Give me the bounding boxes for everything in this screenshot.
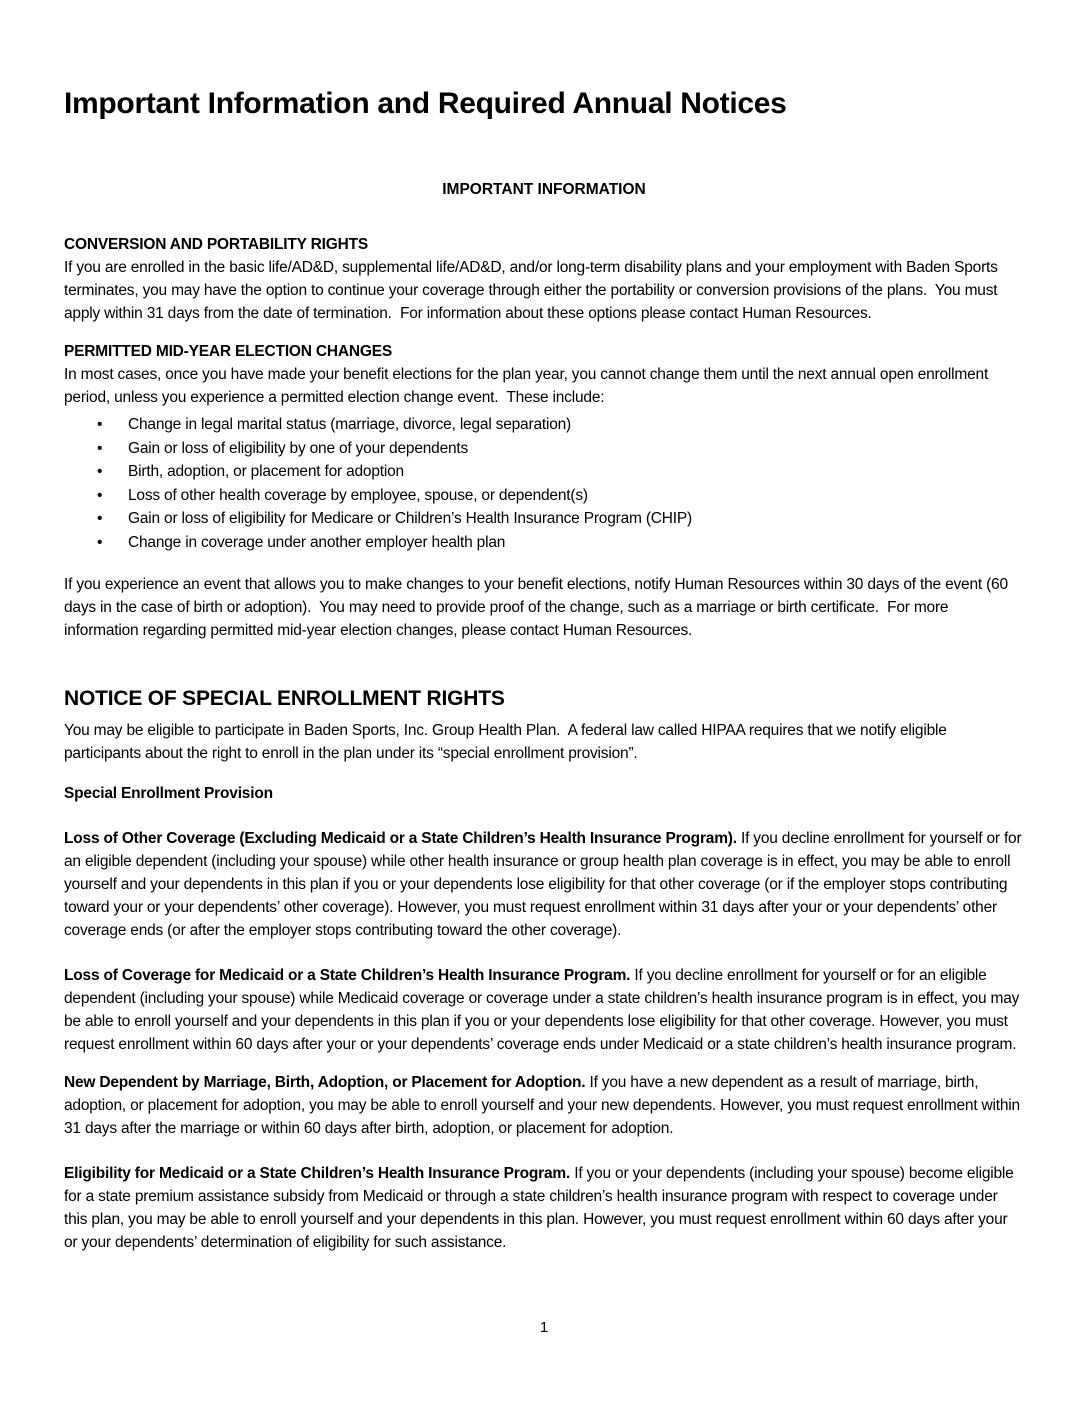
midyear-heading: PERMITTED MID-YEAR ELECTION CHANGES (64, 343, 392, 360)
list-item: • Gain or loss of eligibility by one of your dependents (64, 437, 1024, 461)
midyear-intro: In most cases, once you have made your benefit elections for the plan year, you cannot change them until the next annual open enrollment period, unless you experience a permitted election change event. These include: (64, 366, 993, 406)
list-item: • Gain or loss of eligibility for Medicare or Children’s Health Insurance Program (CHIP) (64, 507, 1024, 531)
provision-lead: Eligibility for Medicaid or a State Children’s Health Insurance Program. (64, 1165, 571, 1182)
list-item: • Change in legal marital status (marriage, divorce, legal separation) (64, 413, 1024, 437)
special-enrollment-intro: You may be eligible to participate in Baden Sports, Inc. Group Health Plan. A federal law called HIPAA requires that we notify eligible participants about the right to enroll in the plan under its “special enrollment provision”. (64, 722, 951, 762)
provision-body: If you or your dependents (including your spouse) become eligible for a state premium assistance subsidy from Medicaid or through a state children’s health insurance program with respect to coverage under this plan, you may be able to enroll yourself and your dependents in this plan. However, you must request enrollment within 60 days after your or your dependents’ determination of eligibility for such assistance. (64, 1165, 1018, 1251)
midyear-closing: If you experience an event that allows you to make changes to your benefit elections, notify Human Resources within 30 days of the event (60 days in the case of birth or adoption). You may need to provide proof of the change, such as a marriage or birth certificate. For more information regarding permitted mid-year election changes, please contact Human Resources. (64, 576, 1013, 639)
important-information-header: IMPORTANT INFORMATION (442, 181, 646, 198)
list-item: • Change in coverage under another employer health plan (64, 531, 1024, 555)
provision-body: If you have a new dependent as a result of marriage, birth, adoption, or placement for adoption, you may be able to enroll yourself and your new dependents. However, you must request enrollment within 31 days after the marriage or within 60 days after birth, adoption, or placement for adoption. (64, 1074, 1025, 1137)
provision-loss-other-coverage (64, 827, 1024, 942)
election-change-list (64, 413, 1024, 554)
list-item: • Birth, adoption, or placement for adoption (64, 460, 1024, 484)
provision-loss-medicaid-coverage (64, 964, 1024, 1056)
provision-lead: New Dependent by Marriage, Birth, Adoption, or Placement for Adoption. (64, 1074, 586, 1091)
provision-new-dependent (64, 1071, 1024, 1140)
midyear-election-section (64, 340, 1024, 642)
document-title: Important Information and Required Annual Notices (64, 87, 787, 120)
provision-lead: Loss of Other Coverage (Excluding Medicaid or a State Children’s Health Insurance Program). (64, 830, 737, 847)
provision-body: If you decline enrollment for yourself or for an eligible dependent (including your spouse) while other health insurance or group health plan coverage is in effect, you may be able to enroll yourself and your dependents in this plan if you or your dependents lose eligibility for that other coverage (or if the employer stops contributing toward your or your dependents’ other coverage). However, you must request enrollment within 31 days after your or your dependents’ other coverage ends (or after the employer stops contributing toward the other coverage). (64, 830, 1026, 939)
special-enrollment-subheading: Special Enrollment Provision (64, 785, 273, 802)
special-enrollment-heading: NOTICE OF SPECIAL ENROLLMENT RIGHTS (64, 687, 505, 710)
list-item: • Loss of other health coverage by employee, spouse, or dependent(s) (64, 484, 1024, 508)
provision-eligibility-medicaid (64, 1162, 1024, 1254)
conversion-portability-section (64, 233, 1024, 325)
provision-lead: Loss of Coverage for Medicaid or a State Children’s Health Insurance Program. (64, 967, 631, 984)
provision-body: If you decline enrollment for yourself or for an eligible dependent (including your spouse) while Medicaid coverage or coverage under a state children’s health insurance program is in effect, you may be able to enroll yourself and your dependents in this plan if you or your dependents lose eligibility for that other coverage. However, you must request enrollment within 60 days after your or your dependents’ coverage ends under Medicaid or a state children’s health insurance program. (64, 967, 1024, 1053)
page-number: 1 (539, 1319, 549, 1336)
conversion-body: If you are enrolled in the basic life/AD&D, supplemental life/AD&D, and/or long-term disability plans and your employment with Baden Sports terminates, you may have the option to continue your coverage through either the portability or conversion provisions of the plans. You must apply within 31 days from the date of termination. For information about these options please contact Human Resources. (64, 259, 1002, 322)
conversion-heading: CONVERSION AND PORTABILITY RIGHTS (64, 236, 368, 253)
